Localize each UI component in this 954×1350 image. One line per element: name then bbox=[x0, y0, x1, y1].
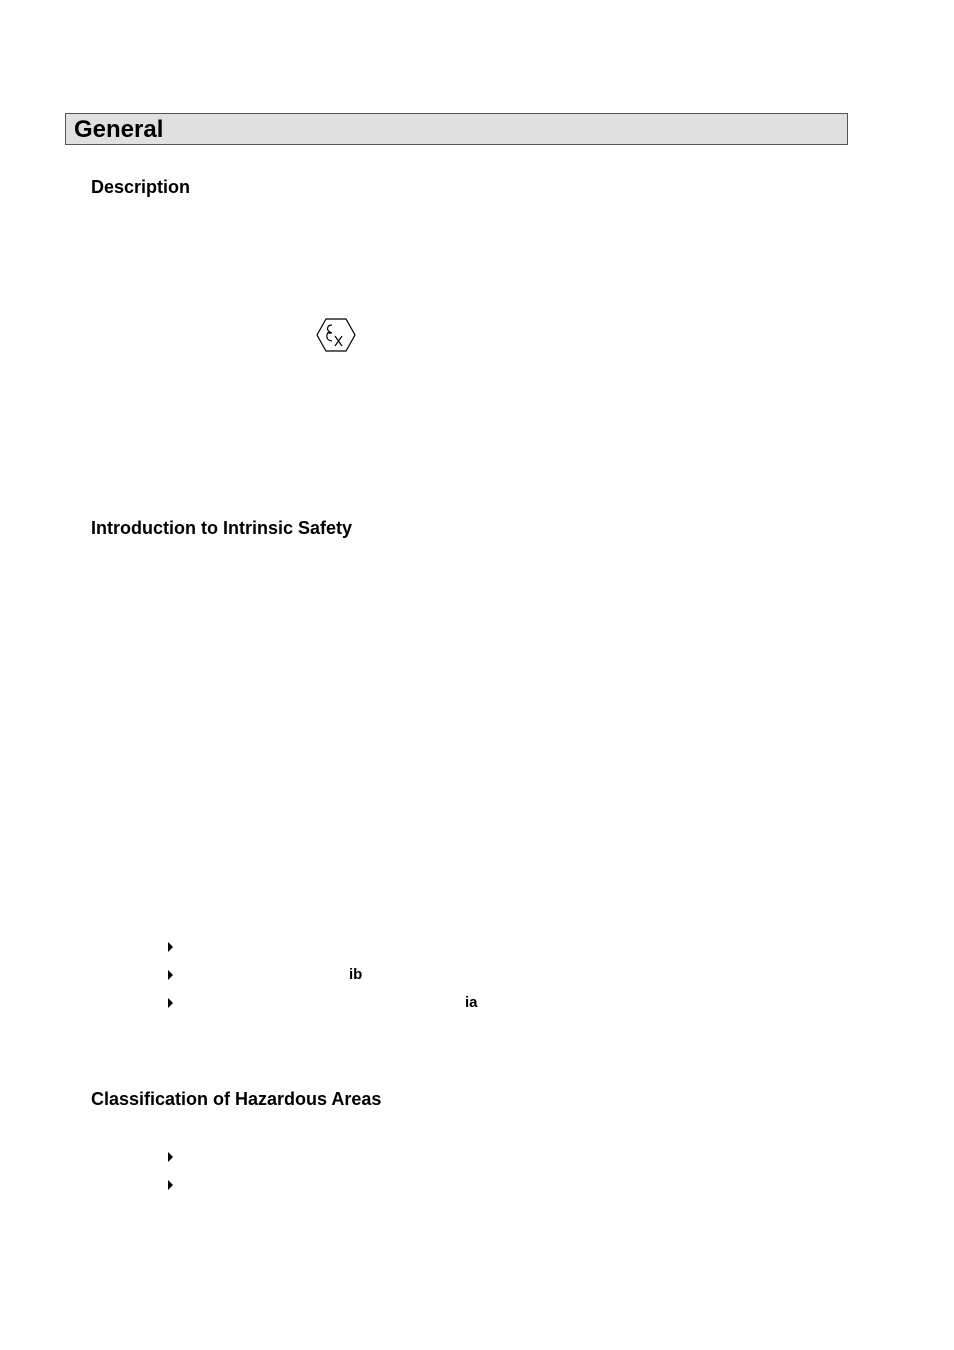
section-heading-intrinsic-safety: Introduction to Intrinsic Safety bbox=[91, 518, 353, 538]
protection-level-ia: ia bbox=[465, 994, 478, 1011]
triangle-bullet-icon bbox=[166, 997, 174, 1009]
chapter-title: General bbox=[74, 116, 164, 143]
triangle-bullet-icon bbox=[166, 969, 174, 981]
triangle-bullet-icon bbox=[166, 1179, 174, 1191]
ex-hexagon-icon bbox=[315, 316, 357, 354]
triangle-bullet-icon bbox=[166, 941, 174, 953]
protection-level-ib: ib bbox=[349, 966, 363, 983]
triangle-bullet-icon bbox=[166, 1151, 174, 1163]
section-heading-description: Description bbox=[91, 177, 191, 197]
section-heading-hazardous-areas: Classification of Hazardous Areas bbox=[91, 1089, 382, 1109]
chapter-header-bar bbox=[65, 113, 848, 145]
